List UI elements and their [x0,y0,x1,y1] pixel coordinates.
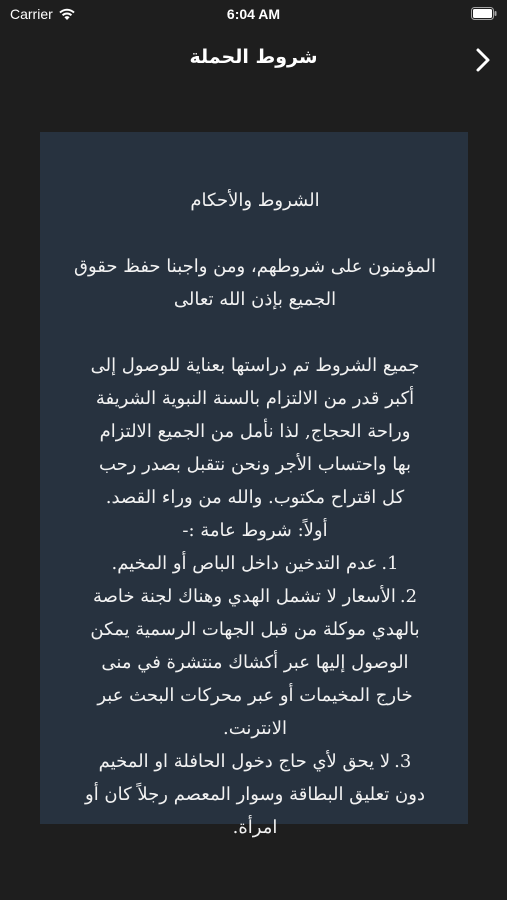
paragraph-line-5: كل اقتراح مكتوب. والله من وراء القصد. [105,487,405,508]
paragraph-line-1: جميع الشروط تم دراستها بعناية للوصول إلى [90,355,420,376]
item-2-line-4: خارج المخيمات أو عبر محركات البحث عبر [97,685,413,706]
intro-line-1: المؤمنون على شروطهم، ومن واجبنا حفظ حقوق [74,256,436,277]
item-1-line-1: عدم التدخين داخل الباص أو المخيم. [111,553,378,574]
paragraph-line-3: وراحة الحجاج, لذا نأمل من الجميع الالتزام [99,421,411,442]
list-item [60,547,450,580]
terms-text [60,184,450,844]
item-2-line-3: الوصول إليها عبر أكشاك منتشرة في منى [101,652,409,673]
list-item [60,580,450,613]
item-3-line-3: امرأة. [232,817,278,838]
battery-icon [471,7,497,20]
page-title: شروط الحملة [189,46,318,68]
list-item [60,745,450,778]
section-title: أولاً: شروط عامة :- [182,520,328,541]
status-bar [0,0,507,28]
terms-heading: الشروط والأحكام [190,190,320,211]
paragraph-line-2: أكبر قدر من الالتزام بالسنة النبوية الشريفة [95,388,415,409]
item-number: 1. [381,553,399,574]
paragraph-line-4: بها واحتساب الأجر ونحن نتقبل بصدر رحب [98,454,412,475]
carrier-label: Carrier [10,6,53,22]
status-time: 6:04 AM [226,6,281,22]
item-3-line-1: لا يحق لأي حاج دخول الحافلة او المخيم [98,751,391,772]
item-2-line-1: الأسعار لا تشمل الهدي وهناك لجنة خاصة [92,586,396,607]
item-2-line-2: بالهدي موكلة من قبل الجهات الرسمية يمكن [90,619,420,640]
item-number: 2. [399,586,418,607]
item-3-line-2: دون تعليق البطاقة وسوار المعصم رجلاً كان أو [85,784,425,805]
navigation-bar [0,36,507,86]
item-2-line-5: الانترنت. [222,718,288,739]
intro-line-2: الجميع بإذن الله تعالى [173,289,337,310]
item-number: 3. [394,751,412,772]
terms-card[interactable] [40,132,468,838]
chevron-right-icon[interactable] [471,46,495,74]
